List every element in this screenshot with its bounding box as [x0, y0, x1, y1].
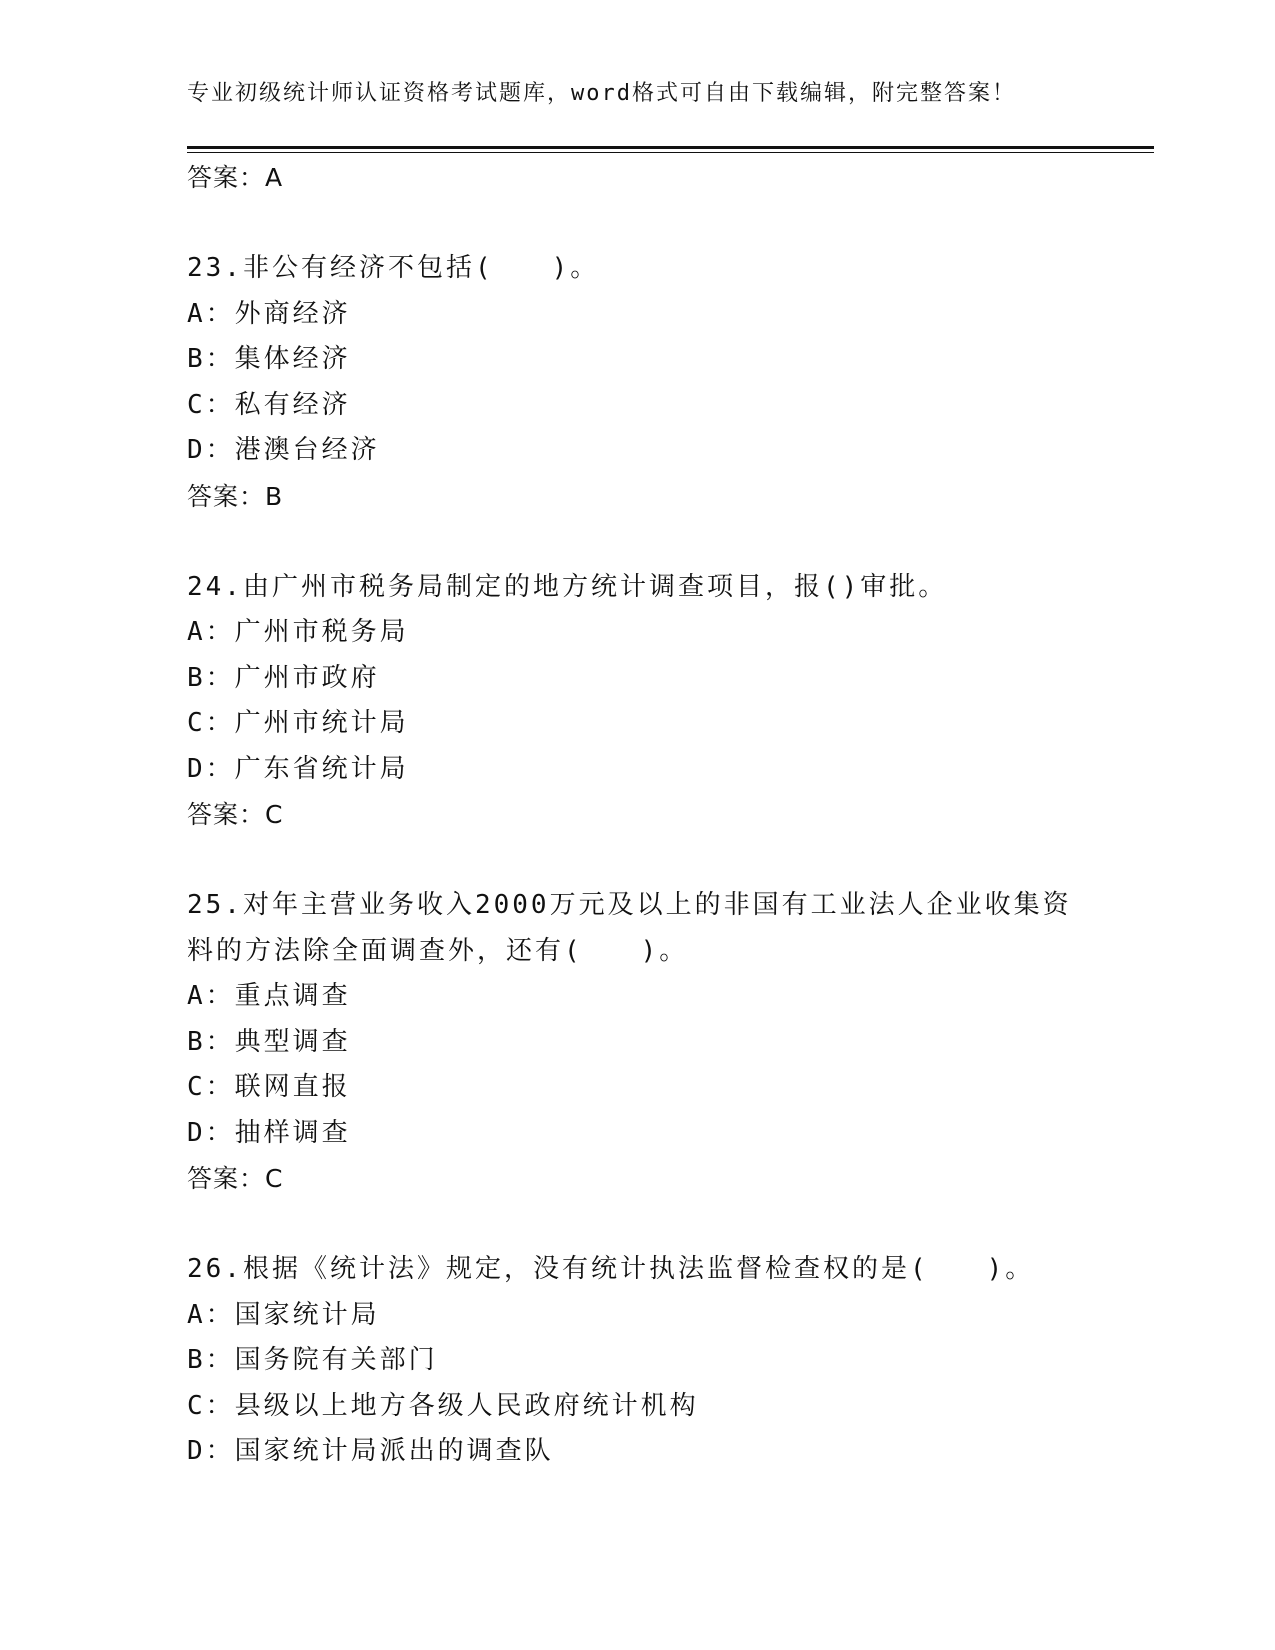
question-stem: 23.非公有经济不包括( )。	[187, 253, 600, 283]
option-c: C：广州市统计局	[187, 708, 409, 738]
answer: 答案：C	[187, 800, 284, 829]
question-23	[187, 246, 1087, 519]
question-stem-line-2: 料的方法除全面调查外，还有( )。	[187, 935, 689, 966]
option-b: B：集体经济	[187, 344, 351, 374]
spacer	[187, 1202, 1087, 1248]
option-b: B：国务院有关部门	[187, 1345, 438, 1375]
spacer	[187, 201, 1087, 247]
option-d: D：抽样调查	[187, 1117, 351, 1148]
spacer	[187, 838, 1087, 884]
option-b: B：典型调查	[187, 1026, 351, 1057]
question-26	[187, 1247, 1087, 1475]
question-list	[187, 155, 1087, 1475]
option-a: A：重点调查	[187, 981, 351, 1011]
option-c: C：县级以上地方各级人民政府统计机构	[187, 1390, 699, 1421]
page-header: 专业初级统计师认证资格考试题库，word格式可自由下载编辑，附完整答案！	[187, 81, 1016, 106]
option-d: D：国家统计局派出的调查队	[187, 1436, 554, 1466]
question-stem-line-1: 25.对年主营业务收入2000万元及以上的非国有工业法人企业收集资	[187, 890, 1072, 920]
header-divider	[187, 146, 1154, 149]
option-c: C：私有经济	[187, 389, 351, 420]
option-c: C：联网直报	[187, 1072, 351, 1102]
option-a: A：广州市税务局	[187, 617, 409, 647]
spacer	[187, 519, 1087, 565]
option-a: A：外商经济	[187, 298, 351, 329]
option-b: B：广州市政府	[187, 662, 380, 693]
question-24	[187, 565, 1087, 838]
option-d: D：广东省统计局	[187, 753, 409, 784]
answer: 答案：B	[187, 481, 284, 511]
previous-answer: 答案：A	[187, 163, 284, 192]
option-a: A：国家统计局	[187, 1299, 380, 1330]
question-stem: 26.根据《统计法》规定，没有统计执法监督检查权的是( )。	[187, 1254, 1035, 1284]
option-d: D：港澳台经济	[187, 435, 380, 465]
question-25	[187, 883, 1087, 1202]
answer: 答案：C	[187, 1164, 284, 1193]
question-stem: 24.由广州市税务局制定的地方统计调查项目，报()审批。	[187, 571, 948, 602]
